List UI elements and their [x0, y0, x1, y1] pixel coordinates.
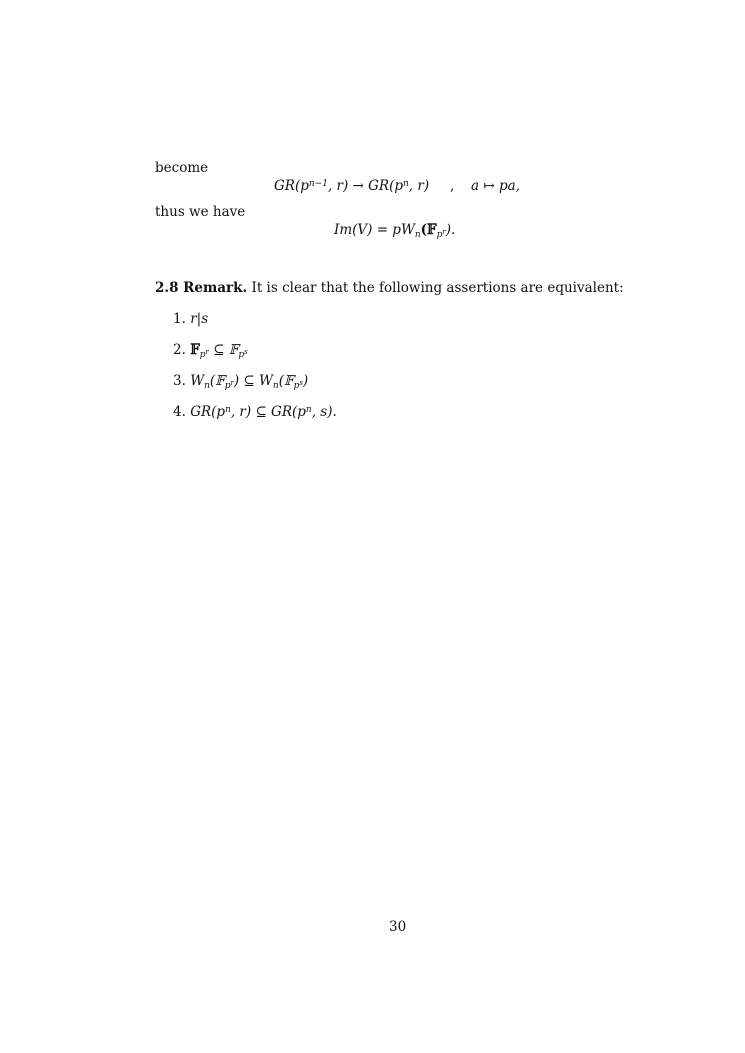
map-lhs-tail: , r) → GR(p [327, 178, 403, 194]
page-number: 30 [389, 919, 407, 935]
list-item-number: 1. [173, 311, 186, 327]
map-rhs-tail: , r) [408, 178, 430, 194]
image-close: ). [445, 222, 456, 238]
list-item-2 [173, 342, 248, 358]
image-field-open: (𝔽 [420, 222, 437, 238]
map-lhs: GR(p [274, 178, 309, 194]
image-lhs: Im(V) = pW [334, 222, 415, 238]
list-item-4 [173, 404, 337, 420]
image-sub-n: n [414, 229, 421, 240]
equation-image [334, 222, 455, 238]
list-item-expression: 𝔽$_{p^r}$ ⊆ 𝔽$_{p^s}$ [190, 342, 248, 360]
remark-line [155, 280, 624, 296]
equation-map [274, 178, 429, 194]
list-item-3 [173, 373, 308, 389]
image-field-sub: pr [436, 227, 446, 240]
map-lhs-exp: n−1 [308, 178, 328, 189]
map-rhs-exp: n [403, 178, 409, 189]
equation-map-assign: a ↦ pa, [471, 178, 520, 194]
paragraph-thus-we-have: thus we have [155, 204, 246, 220]
list-item-expression: $W_n(𝔽_{p^r})$ ⊆ $W_n(𝔽_{p^s})$ [190, 373, 309, 391]
list-item-1 [173, 311, 208, 327]
list-item-expression: $GR(p^n$, r) ⊆ $GR(p^n$, s). [190, 404, 337, 420]
remark-heading: 2.8 Remark. [155, 280, 248, 296]
paragraph-become: become [155, 160, 209, 176]
list-item-expression: r|s [190, 311, 209, 327]
remark-text: It is clear that the following assertions are equivalent: [251, 280, 624, 296]
list-item-number: 4. [173, 404, 186, 420]
list-item-number: 2. [173, 342, 186, 358]
equation-map-comma: , [450, 178, 455, 194]
list-item-number: 3. [173, 373, 186, 389]
